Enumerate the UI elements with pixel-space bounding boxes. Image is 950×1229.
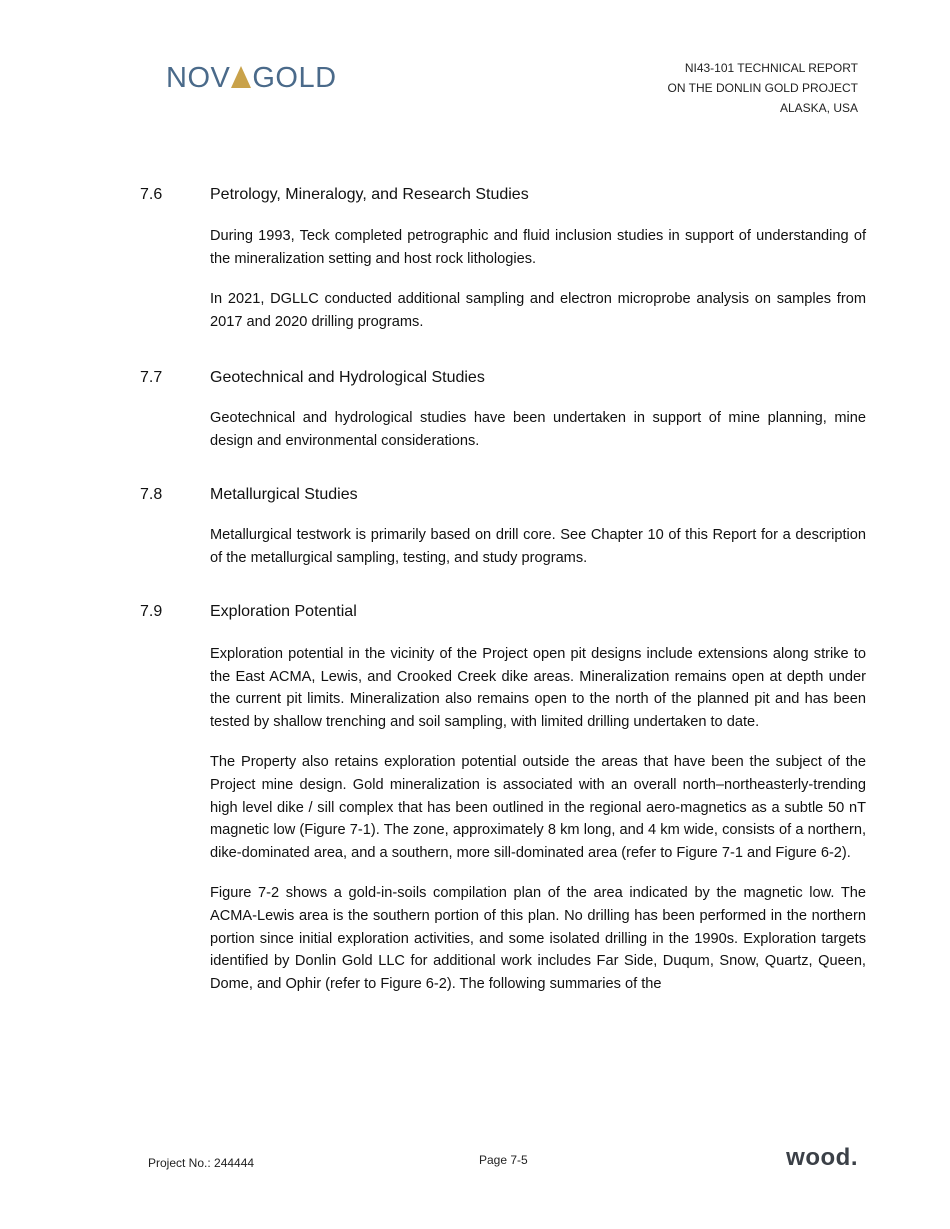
section-heading — [140, 484, 866, 506]
section-7-9 — [140, 601, 866, 995]
section-title: Metallurgical Studies — [210, 486, 358, 503]
section-7-8 — [140, 484, 866, 569]
novagold-logo-text: NOV GOLD — [166, 62, 337, 94]
paragraph: In 2021, DGLLC conducted additional sampling and electron microprobe analysis on samples from 2017 and 2020 drilling programs. — [210, 291, 866, 330]
report-title-line3: ALASKA, USA — [779, 101, 858, 115]
section-7-6 — [140, 184, 866, 333]
paragraph: Figure 7-2 shows a gold-in-soils compilation plan of the area indicated by the magnetic low. The ACMA-Lewis area is the southern portion of this plan. No drilling has been performed in the northern portion since initial exploration activities, and some isolated drilling in the 1990s. Exploration targets identified by Donlin Gold LLC for additional work includes Far Side, Duqum, Snow, Quartz, Queen, Dome, and Ophir (refer to Figure 6-2). The following summaries of the — [210, 885, 866, 992]
report-title-line2: ON THE DONLIN GOLD PROJECT — [667, 81, 858, 95]
section-number: 7.6 — [140, 186, 163, 203]
section-number: 7.7 — [140, 369, 163, 386]
project-number: Project No.: 244444 — [148, 1156, 255, 1170]
report-title-line1: NI43-101 TECHNICAL REPORT — [684, 61, 858, 75]
section-number: 7.9 — [140, 603, 163, 620]
section-heading — [140, 601, 866, 623]
triangle-logo-mark — [231, 66, 251, 88]
paragraph: Exploration potential in the vicinity of the Project open pit designs include extensions along strike to the East ACMA, Lewis, and Crooked Creek dike areas. Mineralization remains open at depth under the current pit limits. Mineralization also remains open to the north of the planned pit and has been tested by shallow trenching and soil sampling, with limited drilling undertaken to date. — [210, 646, 866, 730]
section-title: Geotechnical and Hydrological Studies — [210, 369, 485, 386]
wood-logo: wood. — [786, 1144, 858, 1171]
page-number: Page 7-5 — [479, 1153, 528, 1167]
report-header — [668, 58, 858, 118]
paragraph: During 1993, Teck completed petrographic and fluid inclusion studies in support of understanding of the mineralization setting and host rock lithologies. — [210, 228, 866, 267]
section-title: Exploration Potential — [210, 603, 357, 620]
paragraph: Geotechnical and hydrological studies have been undertaken in support of mine planning, mine design and environmental considerations. — [210, 410, 866, 449]
section-7-7 — [140, 367, 866, 452]
novagold-logo — [166, 64, 337, 93]
section-title: Petrology, Mineralogy, and Research Studies — [210, 186, 529, 203]
paragraph: The Property also retains exploration potential outside the areas that have been the subject of the Project mine design. Gold mineralization is associated with an overall north–northeasterly-trending high level dike / sill complex that has been outlined in the regional aero-magnetics as a subtle 50 nT magnetic low (Figure 7-1). The zone, approximately 8 km long, and 4 km wide, consists of a northern, dike-dominated area, and a southern, more sill-dominated area (refer to Figure 7-1 and Figure 6-2). — [210, 754, 866, 861]
section-heading — [140, 367, 866, 389]
section-number: 7.8 — [140, 486, 163, 503]
section-heading — [140, 184, 866, 206]
paragraph: Metallurgical testwork is primarily based on drill core. See Chapter 10 of this Report for a description of the metallurgical sampling, testing, and study programs. — [210, 527, 866, 566]
